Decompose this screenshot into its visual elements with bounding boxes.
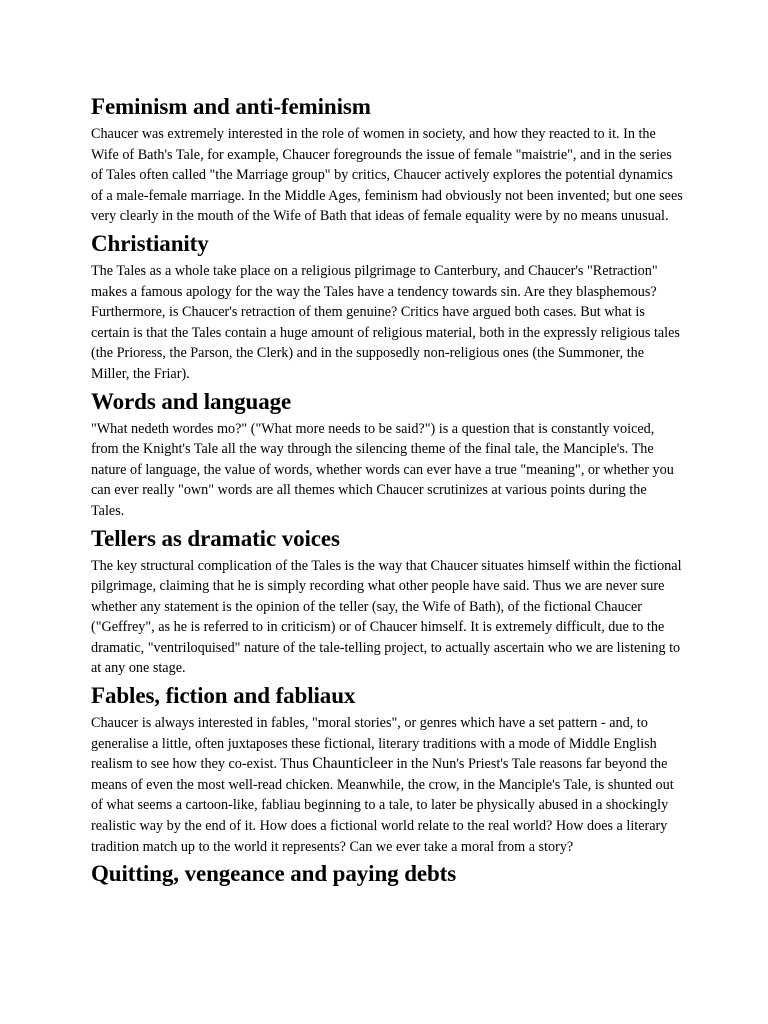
heading-words-language: Words and language xyxy=(91,388,292,414)
paragraph-tellers: The key structural complication of the Tales is the way that Chaucer situates himself within the fictional pilgrimage, claiming that he is simply recording what other people have said. Thus we are never sure whether any statement is the opinion of the teller (say, the Wife of Bath), of the fictional Chaucer ("Geffrey", as he is referred to in criticism) or of Chaucer himself. It is extremely difficult, due to the dramatic, "ventriloquised" nature of the tale-telling project, to actually ascertain who we are listening to at any one stage. xyxy=(91,557,682,677)
paragraph-christianity: The Tales as a whole take place on a religious pilgrimage to Canterbury, and Chaucer's "Retraction" makes a famous apology for the way the Tales have a tendency towards sin. Are they blasphemous? Furthermore, is Chaucer's retraction of them genuine? Critics have argued both cases. But what is certain is that the Tales contain a huge amount of religious material, both in the expressly religious tales (the Prioress, the Parson, the Clerk) and in the supposedly non-religious ones (the Summoner, the Miller, the Friar). xyxy=(91,262,680,382)
heading-christianity: Christianity xyxy=(91,230,209,256)
heading-tellers: Tellers as dramatic voices xyxy=(91,525,340,551)
paragraph-fables-part-1: Chaucer is always interested in fables, "moral stories", or genres which have a set pattern - and, to generalise a little, often juxtaposes these fictional, literary traditions with a mode of Middle English realism to see how they co-exist. Thus xyxy=(91,715,657,773)
document-page xyxy=(91,92,683,891)
heading-quitting: Quitting, vengeance and paying debts xyxy=(91,861,457,887)
heading-fables: Fables, fiction and fabliaux xyxy=(91,683,356,709)
heading-feminism: Feminism and anti-feminism xyxy=(91,94,371,119)
paragraph-fables xyxy=(91,713,683,857)
chaunticleer-word: Chaunticleer xyxy=(312,755,393,773)
paragraph-words-language: "What nedeth wordes mo?" ("What more needs to be said?") is a question that is constantly voiced, from the Knight's Tale all the way through the silencing theme of the final tale, the Manciple's. The nature of language, the value of words, whether words can ever have a true "meaning", or whether you can ever really "own" words are all themes which Chaucer scrutinizes at various points during the Tales. xyxy=(91,420,674,519)
paragraph-feminism: Chaucer was extremely interested in the role of women in society, and how they reacted to it. In the Wife of Bath's Tale, for example, Chaucer foregrounds the issue of female "maistrie", and in the series of Tales often called "the Marriage group" by critics, Chaucer actively explores the potential dynamics of a male-female marriage. In the Middle Ages, feminism had obviously not been invented; but one sees very clearly in the mouth of the Wife of Bath that ideas of female equality were by no means unusual. xyxy=(91,126,683,225)
paragraph-fables-part-2: in the Nun's Priest's Tale reasons far beyond the means of even the most well-read chicken. Meanwhile, the crow, in the Manciple's Tale, is shunted out of what seems a cartoon-like, fabliau beginning to a tale, to later be physically abused in a shockingly realistic way by the end of it. How does a fictional world relate to the real world? How does a literary tradition match up to the world it represents? Can we ever take a moral from a story? xyxy=(91,756,674,855)
